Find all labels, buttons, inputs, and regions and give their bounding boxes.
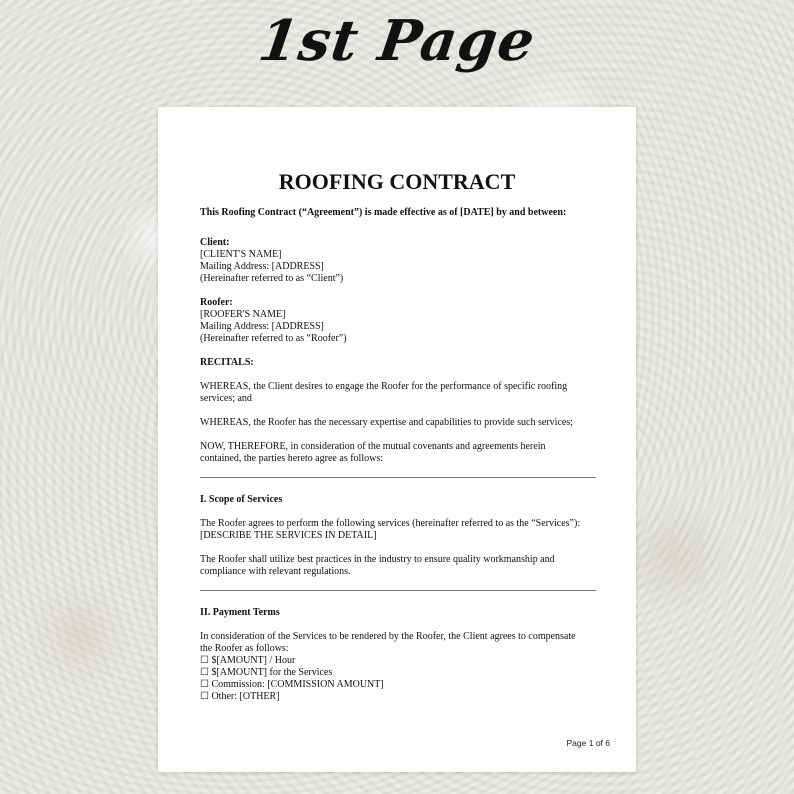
intro-text: This Roofing Contract (“Agreement”) is made effective as of [DATE] by and between:: [200, 207, 567, 218]
scope-p2-line-2: compliance with relevant regulations.: [200, 566, 351, 577]
roofer-label: Roofer:: [200, 297, 233, 308]
payment-option-hourly: ☐ $[AMOUNT] / Hour: [200, 655, 296, 666]
document-body: [200, 207, 596, 703]
payment-option-fixed: ☐ $[AMOUNT] for the Services: [200, 667, 333, 678]
payment-intro-line-1: In consideration of the Services to be rendered by the Roofer, the Client agrees to compensate: [200, 631, 576, 642]
roofer-name: [ROOFER'S NAME]: [200, 309, 286, 320]
recitals-heading: RECITALS:: [200, 357, 254, 368]
roofer-referred: (Hereinafter referred to as “Roofer”): [200, 333, 347, 344]
client-referred: (Hereinafter referred to as “Client”): [200, 273, 344, 284]
whereas-1-line-1: WHEREAS, the Client desires to engage the Roofer for the performance of specific roofing: [200, 381, 568, 392]
client-label: Client:: [200, 237, 230, 248]
client-address: Mailing Address: [ADDRESS]: [200, 261, 324, 272]
scope-heading: I. Scope of Services: [200, 494, 283, 505]
payment-heading: II. Payment Terms: [200, 607, 280, 618]
document-title: ROOFING CONTRACT: [278, 169, 516, 194]
payment-option-other: ☐ Other: [OTHER]: [200, 691, 280, 702]
whereas-1-line-2: services; and: [200, 393, 252, 404]
whereas-2: WHEREAS, the Roofer has the necessary expertise and capabilities to provide such services;: [200, 417, 573, 428]
client-name: [CLIENT'S NAME]: [200, 249, 282, 260]
payment-intro-line-2: the Roofer as follows:: [200, 643, 289, 654]
scope-p2-line-1: The Roofer shall utilize best practices in the industry to ensure quality workmanship and: [200, 554, 555, 565]
therefore-line-1: NOW, THEREFORE, in consideration of the mutual covenants and agreements herein: [200, 441, 546, 452]
scope-p1-line-1: The Roofer agrees to perform the following services (hereinafter referred to as the “Services”):: [200, 518, 581, 529]
page-number: Page 1 of 6: [566, 738, 610, 748]
scope-p1-line-2: [DESCRIBE THE SERVICES IN DETAIL]: [200, 530, 377, 541]
roofer-address: Mailing Address: [ADDRESS]: [200, 321, 324, 332]
therefore-line-2: contained, the parties hereto agree as follows:: [200, 453, 383, 464]
payment-option-commission: ☐ Commission: [COMMISSION AMOUNT]: [200, 679, 384, 690]
document-page: [158, 107, 636, 772]
page-heading: 1st Page: [254, 8, 540, 74]
